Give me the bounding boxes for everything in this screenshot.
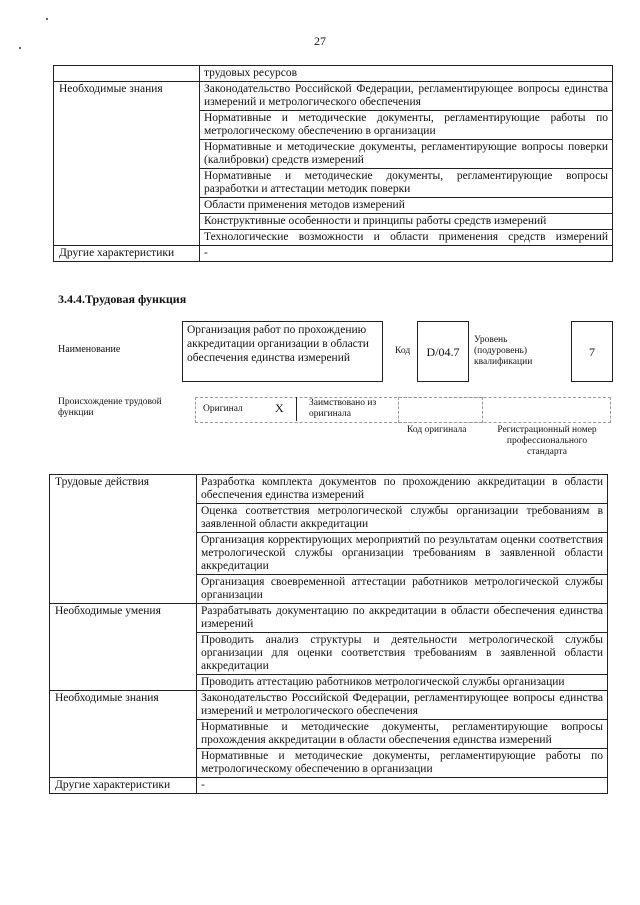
level-value: 7 [589, 345, 595, 359]
reg-number-label: Регистрационный номер профессионального стандарта [497, 425, 597, 457]
row-label: Трудовые действия [50, 475, 197, 604]
origin-label: Происхождение трудовой функции [58, 397, 162, 418]
table-row [54, 82, 613, 111]
table-row [50, 691, 608, 720]
row-label: Необходимые умения [50, 604, 197, 691]
code-value: D/04.7 [426, 345, 460, 359]
row-item: Проводить анализ структуры и деятельности метрологической службы организации для оценки соответствия требованиям в заявленной области аккредитации [197, 633, 608, 675]
row-item: Технологические возможности и области применения средств измерений [200, 230, 613, 246]
row-item: Оценка соответствия метрологической службы организации требованиям в заявленной области аккредитации [197, 504, 608, 533]
scan-dot [46, 18, 48, 20]
name-value-box [182, 321, 383, 382]
row-item: Нормативные и методические документы, регламентирующие работы по метрологическому обеспечению в организации [197, 749, 608, 778]
original-mark-cell [296, 397, 297, 421]
row-label: Другие характеристики [54, 246, 200, 262]
row-item: Конструктивные особенности и принципы работы средств измерений [200, 214, 613, 230]
original-mark: X [275, 401, 284, 415]
row-item: Организация своевременной аттестации работников метрологической службы организации [197, 575, 608, 604]
level-label: Уровень (подуровень) квалификации [474, 335, 533, 367]
row-item: Разработка комплекта документов по прохождению аккредитации в области обеспечения единства измерений [197, 475, 608, 504]
level-value-box [571, 321, 613, 382]
table-row [50, 778, 608, 794]
orig-code-cell [398, 397, 483, 423]
row-item: Разрабатывать документацию по аккредитации в области обеспечения единства измерений [197, 604, 608, 633]
code-label: Код [395, 346, 411, 356]
row-item: Нормативные и методические документы, регламентирующие вопросы разработки и аттестации методик поверки [200, 169, 613, 198]
row-label: Необходимые знания [50, 691, 197, 778]
row-item: Законодательство Российской Федерации, регламентирующее вопросы единства измерений и метрологического обеспечения [197, 691, 608, 720]
section-heading: 3.4.4.Трудовая функция [58, 292, 187, 306]
table-row [54, 246, 613, 262]
knowledge-table-1 [53, 65, 613, 262]
name-label: Наименование [58, 344, 121, 355]
table-row [50, 475, 608, 504]
row-item: - [197, 778, 608, 794]
row-label: Необходимые знания [54, 82, 200, 246]
row-item: - [200, 246, 613, 262]
page-number: 27 [314, 34, 326, 48]
row-label [54, 66, 200, 82]
row-item: трудовых ресурсов [200, 66, 613, 82]
row-item: Нормативные и методические документы, регламентирующие работы по метрологическому обеспечению в организации [200, 111, 613, 140]
code-value-box [417, 321, 469, 382]
row-label: Другие характеристики [50, 778, 197, 794]
row-item: Нормативные и методические документы, регламентирующие вопросы прохождения аккредитации в области обеспечения единства измерений [197, 720, 608, 749]
original-label: Оригинал [203, 404, 243, 414]
name-value: Организация работ по прохождению аккредитации организации в области обеспечения единства измерений [187, 324, 369, 364]
row-item: Области применения методов измерений [200, 198, 613, 214]
table-row [54, 66, 613, 82]
function-table [49, 474, 608, 794]
row-item: Законодательство Российской Федерации, регламентирующее вопросы единства измерений и метрологического обеспечения [200, 82, 613, 111]
row-item: Организация корректирующих мероприятий по результатам оценки соответствия метрологической службы организации требованиям в заявленной области аккредитации [197, 533, 608, 575]
borrowed-label: Заимствовано из оригинала [309, 398, 377, 419]
row-item: Проводить аттестацию работников метрологической службы организации [197, 675, 608, 691]
orig-code-label: Код оригинала [407, 425, 467, 435]
row-item: Нормативные и методические документы, регламентирующие вопросы поверки (калибровки) средств измерений [200, 140, 613, 169]
table-row [50, 604, 608, 633]
